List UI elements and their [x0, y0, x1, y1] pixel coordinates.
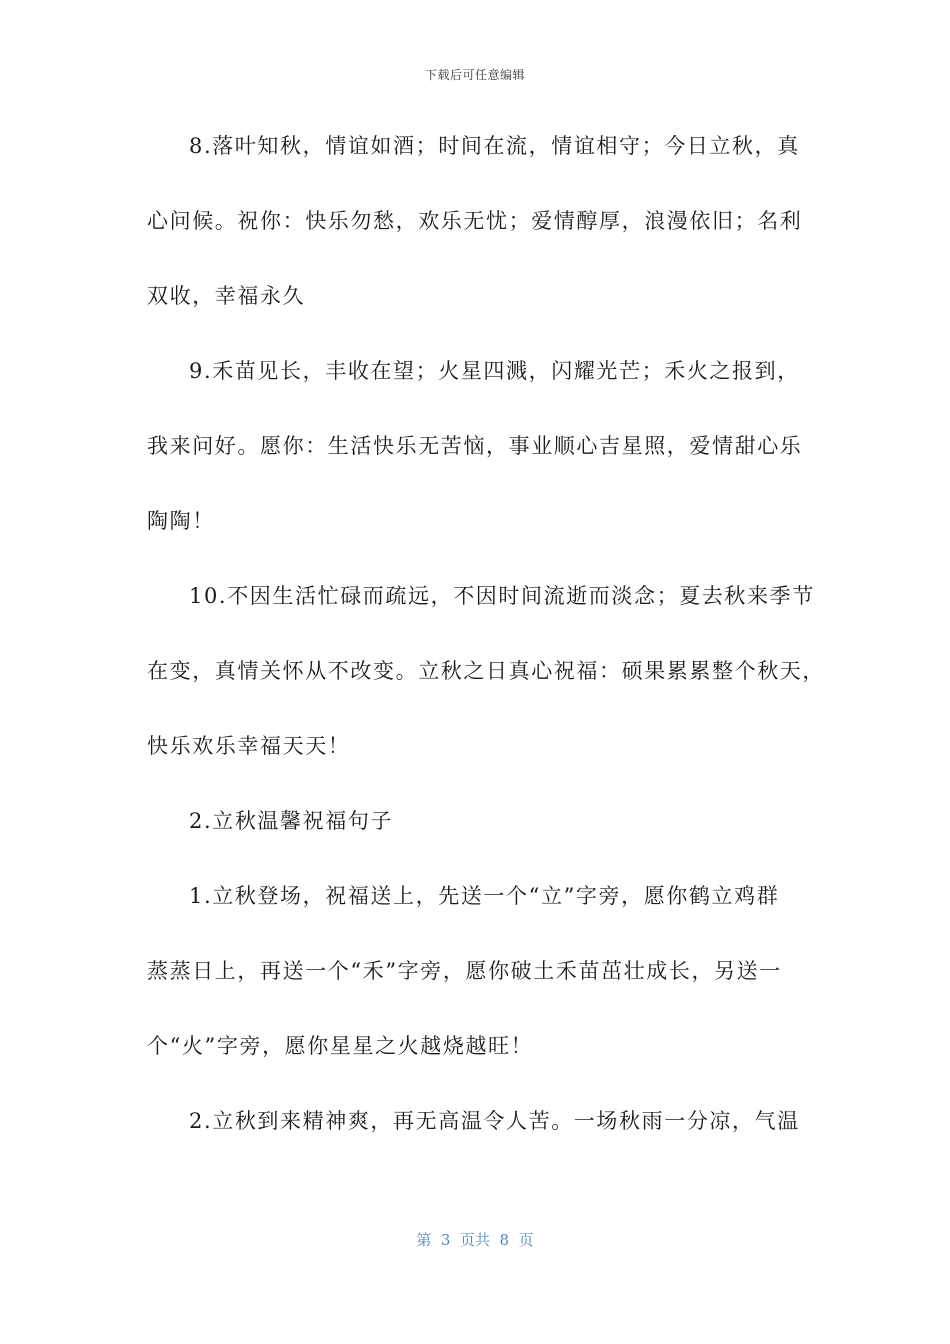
- paragraph-line: 快乐欢乐幸福天天！: [147, 734, 351, 758]
- paragraph-line: 在变，真情关怀从不改变。立秋之日真心祝福：硕果累累整个秋天，: [147, 659, 825, 683]
- page-footer: 第 3 页共 8 页: [416, 1231, 534, 1249]
- paragraph-line: 双收，幸福永久: [147, 284, 306, 308]
- paragraph-line: 我来问好。愿你：生活快乐无苦恼，事业顺心吉星照，爱情甜心乐: [147, 434, 803, 458]
- paragraph-line: 9.禾苗见长，丰收在望；火星四溅，闪耀光芒；禾火之报到，: [189, 359, 800, 383]
- page-header: 下载后可任意编辑: [424, 68, 525, 82]
- section-heading: 2.立秋温馨祝福句子: [189, 809, 394, 833]
- paragraph-line: 10.不因生活忙碌而疏远，不因时间流逝而淡念；夏去秋来季节: [189, 584, 815, 608]
- paragraph-line: 个“火”字旁，愿你星星之火越烧越旺！: [147, 1034, 534, 1058]
- paragraph-line: 陶陶！: [147, 509, 215, 533]
- paragraph-line: 蒸蒸日上，再送一个“禾”字旁，愿你破土禾苗茁壮成长，另送一: [147, 959, 782, 983]
- paragraph-line: 1.立秋登场，祝福送上，先送一个“立”字旁，愿你鹤立鸡群: [189, 884, 780, 908]
- paragraph-line: 心问候。祝你：快乐勿愁，欢乐无忧；爱情醇厚，浪漫依旧；名利: [147, 209, 803, 233]
- paragraph-line: 8.落叶知秋，情谊如酒；时间在流，情谊相守；今日立秋，真: [189, 134, 800, 158]
- paragraph-line: 2.立秋到来精神爽，再无高温令人苦。一场秋雨一分凉，气温: [189, 1109, 800, 1133]
- document-body: [147, 126, 825, 1176]
